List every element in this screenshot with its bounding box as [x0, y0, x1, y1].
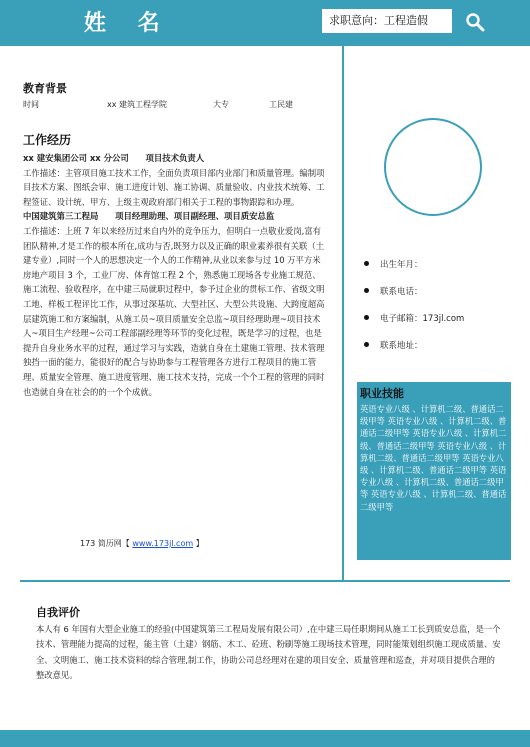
- job2-heading: 中国建筑第三工程局 项目经理助理、项目副经理、项目质安总监: [23, 211, 275, 222]
- contact-item-email: 电子邮箱：173jl.com: [362, 312, 522, 339]
- footer-bar: [0, 730, 530, 747]
- job1-heading: xx 建安集团公司 xx 分公司 项目技术负责人: [23, 153, 205, 163]
- education-time: 时间: [23, 100, 39, 109]
- site-credit: [80, 538, 204, 549]
- education-major: 工民建: [269, 100, 293, 109]
- section-divider: [20, 580, 510, 582]
- site-prefix: 173 简历网【: [80, 539, 130, 548]
- site-suffix: 】: [195, 539, 204, 548]
- self-eval-text: 本人有 6 年国有大型企业施工的经验(中国建筑第三工程局发展有限公司）,在中建三局任职期间从施工工长到质安总监，是一个技术、管理能力提高的过程，能主管（土建）钢筋、木工、砼班、粉刷等施工现场技术管理，同时能策划组织施工现成质量、安全、文明施工、施工技术资料的综合管理,制工作，协助公司总经理对在建的项目安全、质量管理和巡查，并对项目提供合理的整改意见。: [36, 624, 501, 680]
- contact-list: [362, 258, 522, 366]
- search-icon[interactable]: [465, 12, 485, 32]
- work-experience: [23, 151, 325, 399]
- photo-placeholder: [384, 118, 482, 216]
- contact-item-phone: 联系电话：: [362, 285, 522, 312]
- work-title: 工作经历: [23, 133, 72, 147]
- bullet-icon: [364, 315, 369, 320]
- site-url-link[interactable]: www.173jl.com: [132, 539, 194, 548]
- education-title: 教育背景: [23, 82, 67, 95]
- contact-item-address: 联系地址：: [362, 339, 522, 366]
- bullet-icon: [364, 342, 369, 347]
- job2-description: 工作描述：上班 7 年以来经历过来自内外的竞争压力，但明白一点敬业爱岗,富有团队精神,才是工作的根本所在,成功与否,既努力以及正确的职业素养很有关联（土建专业）,同时一个人的思想决定一个人的工作精神,从业以来参与过 10 万平方米房地产项目 3 个，工业厂房、体育馆工程 2 个，熟悉施工现场各专业施工规范、施工流程、验收程序，在中建三局就职过程中，参予过企业的贯标工作、省级文明工地、样板工程评比工作，从事过深基坑、大型社区、大型公共设施、大跨度超高层建筑施工和方案编制，从施工员~项目质量安全总监~项目经理助理~项目技术人~项目生产经理~公司工程部副经理等环节的变化过程，既是学习的过程，也是提升自身业务水平的过程，通过学习与实践，造就自身在土建施工管理、技术管理独挡一面的能力，能很好的配合与协助参与工程管理各方进行工程项目的施工管理、质量安全管理、施工进度管理、施工技术支持，完成一个个工程的管理的同时也造就自身在社会的的一个个成就。: [23, 225, 325, 397]
- education-school: xx 建筑工程学院: [107, 100, 168, 109]
- contact-item-birth: 出生年月：: [362, 258, 522, 285]
- column-divider: [342, 46, 344, 580]
- job-intent-field: 求职意向：工程造假: [322, 9, 452, 33]
- skills-title: 职业技能: [360, 387, 404, 400]
- skills-text: 英语专业八级 、计算机二级、普通话二级甲等 英语专业八级 、计算机二级、普通话二级甲等 英语专业八级 、计算机二级、普通话二级甲等 英语专业八级 、计算机二级、普通话二级甲等 英语专业八级 、计算机二级、普通话二级甲等 英语专业八级 、计算机二级、普通话二级甲等 英语专业八级 、计算机二级、普通话二级甲等: [360, 404, 507, 512]
- skills-panel: [357, 382, 511, 560]
- self-eval-title: 自我评价: [36, 606, 80, 619]
- bullet-icon: [364, 261, 369, 266]
- candidate-name: 姓 名: [84, 11, 172, 36]
- header-bar: [0, 0, 530, 46]
- bullet-icon: [364, 288, 369, 293]
- job1-description: 工作描述：主管项目施工技术工作，全面负责项目部内业部门和质量管理。编制项目技术方案、图纸会审、施工进度计划、施工协调、质量验收、内业技术统筹、工程签证、设计统、甲方、上级主观政府部门相关于工程的事物跟踪和办理。: [23, 167, 325, 207]
- education-degree: 大专: [213, 100, 229, 109]
